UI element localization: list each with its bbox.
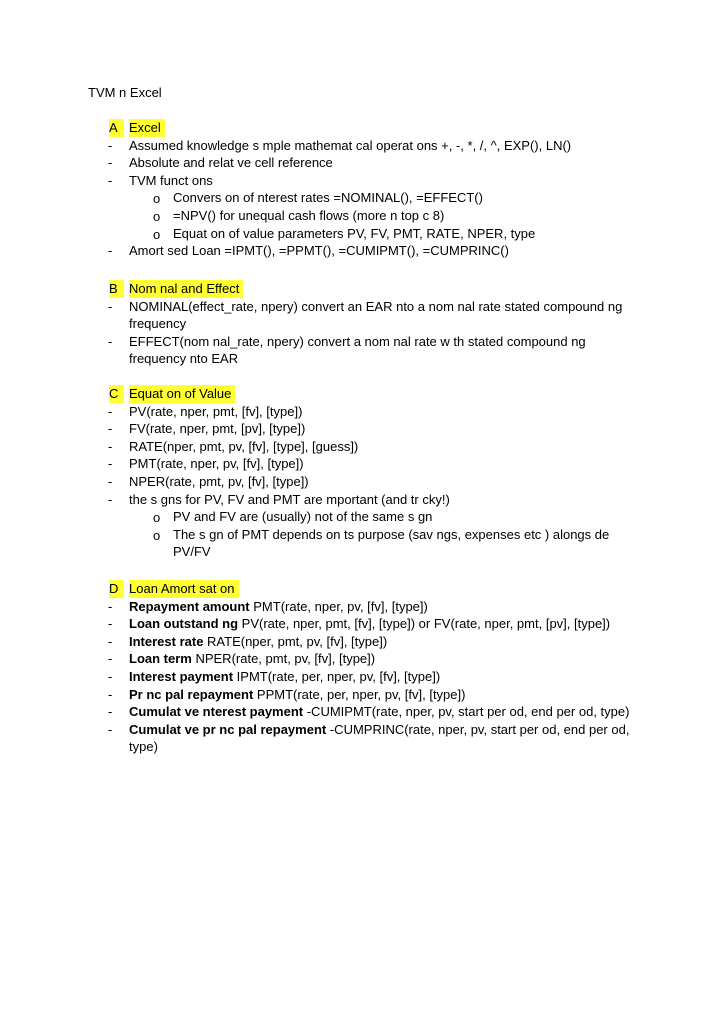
list-item: - FV(rate, nper, pmt, [pv], [type])	[108, 421, 306, 437]
document-title: TVM n Excel	[88, 85, 162, 100]
section-a	[0, 119, 714, 260]
term-label: Interest payment	[129, 668, 234, 684]
dash-bullet: -	[108, 333, 113, 349]
list-item: - PMT(rate, nper, pv, [fv], [type])	[108, 456, 304, 472]
section-b-heading	[0, 280, 714, 298]
dash-bullet: -	[108, 438, 113, 454]
dash-bullet: -	[108, 473, 113, 489]
list-item: - RATE(nper, pmt, pv, [fv], [type], [guess])	[108, 438, 359, 454]
term-label: Repayment amount	[129, 598, 250, 614]
list-item: - the s gns for PV, FV and PMT are mportant (and tr cky!)	[108, 491, 450, 507]
dash-bullet: -	[108, 298, 113, 314]
dash-bullet: -	[108, 155, 113, 171]
dash-bullet: -	[108, 172, 113, 188]
section-a-title: Excel	[129, 119, 165, 137]
section-c-title: Equat on of Value	[129, 385, 235, 403]
list-item: - Interest payment IPMT(rate, per, nper, pv, [fv], [type])	[108, 668, 441, 684]
list-item: - Amort sed Loan =IPMT(), =PPMT(), =CUMIPMT(), =CUMPRINC()	[108, 243, 509, 259]
list-item: - NPER(rate, pmt, pv, [fv], [type])	[108, 473, 309, 489]
dash-bullet: -	[108, 633, 113, 649]
dash-bullet: -	[108, 491, 113, 507]
list-item: - TVM funct ons	[108, 172, 213, 188]
section-c-letter: C	[109, 385, 124, 403]
list-item: - Interest rate RATE(nper, pmt, pv, [fv], [type])	[108, 633, 388, 649]
dash-bullet: -	[108, 598, 113, 614]
list-item: - Loan outstand ng PV(rate, nper, pmt, [fv], [type]) or FV(rate, nper, pmt, [pv], [type])	[108, 616, 611, 632]
section-b-letter: B	[109, 280, 124, 298]
circle-bullet-icon: o	[153, 510, 161, 526]
list-item: - PV(rate, nper, pmt, [fv], [type])	[108, 403, 303, 419]
circle-bullet-icon: o	[153, 191, 161, 207]
dash-bullet: -	[108, 616, 113, 632]
dash-bullet: -	[108, 421, 113, 437]
sub-list-item: o Equat on of value parameters PV, FV, PMT, RATE, NPER, type	[153, 225, 536, 242]
dash-bullet: -	[108, 704, 113, 720]
section-c-heading	[0, 385, 714, 403]
circle-bullet-icon: o	[153, 527, 161, 543]
term-label: Loan term	[129, 651, 192, 667]
list-item: - EFFECT(nom nal_rate, npery) convert a nom nal rate w th stated compound ng frequency nto EAR	[108, 333, 586, 367]
section-b-title: Nom nal and Effect	[129, 280, 243, 298]
list-item: - Cumulat ve nterest payment -CUMIPMT(rate, nper, pv, start per od, end per od, type)	[108, 704, 630, 720]
section-d-heading	[0, 580, 714, 598]
section-d-letter: D	[109, 580, 124, 598]
section-b	[0, 280, 714, 368]
sub-list-item: o =NPV() for unequal cash flows (more n top c 8)	[153, 207, 445, 224]
list-item: - Pr nc pal repayment PPMT(rate, per, nper, pv, [fv], [type])	[108, 686, 466, 702]
term-label: Pr nc pal repayment	[129, 686, 254, 702]
dash-bullet: -	[108, 668, 113, 684]
list-item: - Absolute and relat ve cell reference	[108, 155, 333, 171]
section-d	[0, 580, 714, 756]
section-a-letter: A	[109, 119, 124, 137]
term-label: Cumulat ve nterest payment	[129, 704, 304, 720]
dash-bullet: -	[108, 137, 113, 153]
dash-bullet: -	[108, 686, 113, 702]
list-item: - Loan term NPER(rate, pmt, pv, [fv], [type])	[108, 651, 376, 667]
section-a-heading	[0, 119, 714, 137]
term-label: Loan outstand ng	[129, 616, 239, 632]
circle-bullet-icon: o	[153, 208, 161, 224]
term-label: Interest rate	[129, 633, 204, 649]
sub-list-item: o The s gn of PMT depends on ts purpose (sav ngs, expenses etc ) alongs de PV/FV	[153, 526, 610, 560]
list-item: - Assumed knowledge s mple mathemat cal operat ons +, -, *, /, ^, EXP(), LN()	[108, 137, 572, 153]
dash-bullet: -	[108, 721, 113, 737]
sub-list-item: o Convers on of nterest rates =NOMINAL(), =EFFECT()	[153, 190, 483, 207]
dash-bullet: -	[108, 403, 113, 419]
sub-list-item: o PV and FV are (usually) not of the same s gn	[153, 509, 433, 526]
term-label: Cumulat ve pr nc pal repayment	[129, 721, 327, 737]
dash-bullet: -	[108, 651, 113, 667]
list-item: - Repayment amount PMT(rate, nper, pv, [fv], [type])	[108, 598, 428, 614]
section-d-title: Loan Amort sat on	[129, 580, 239, 598]
list-item: - Cumulat ve pr nc pal repayment -CUMPRINC(rate, nper, pv, start per od, end per od, type)	[108, 721, 630, 755]
dash-bullet: -	[108, 243, 113, 259]
dash-bullet: -	[108, 456, 113, 472]
circle-bullet-icon: o	[153, 226, 161, 242]
list-item: - NOMINAL(effect_rate, npery) convert an EAR nto a nom nal rate stated compound ng frequency	[108, 298, 623, 332]
section-c	[0, 385, 714, 561]
